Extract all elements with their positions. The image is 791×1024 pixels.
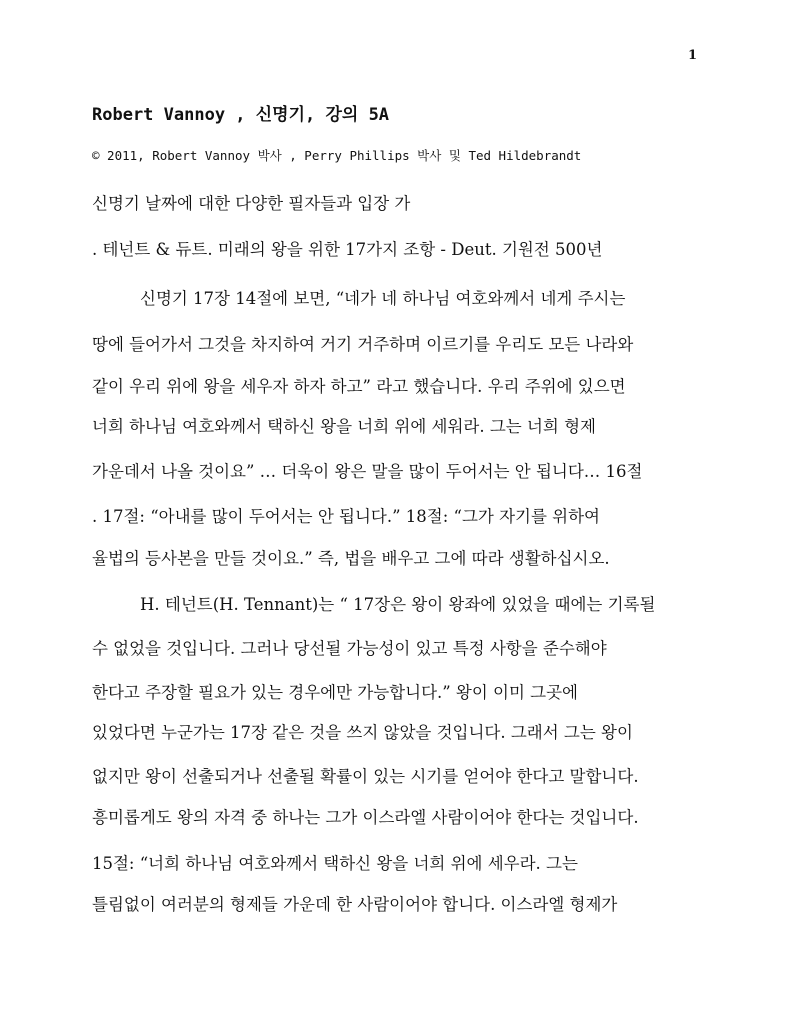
text-line: 한다고 주장할 필요가 있는 경우에만 가능합니다.” 왕이 이미 그곳에 — [92, 683, 578, 702]
document-title: Robert Vannoy , 신명기, 강의 5A — [92, 105, 390, 125]
text-line: 15절: “너희 하나님 여호와께서 택하신 왕을 너희 위에 세우라. 그는 — [92, 854, 578, 873]
text-line: 없지만 왕이 선출되거나 선출될 확률이 있는 시기를 얻어야 한다고 말합니다. — [92, 767, 639, 786]
text-line: 율법의 등사본을 만들 것이요.” 즉, 법을 배우고 그에 따라 생활하십시오. — [92, 549, 610, 568]
text-line: 땅에 들어가서 그것을 차지하여 거기 거주하며 이르기를 우리도 모든 나라와 — [92, 335, 634, 354]
page-number: 1 — [688, 48, 698, 63]
text-line: 흥미롭게도 왕의 자격 중 하나는 그가 이스라엘 사람이어야 한다는 것입니다. — [92, 808, 639, 827]
text-line: 틀림없이 여러분의 형제들 가운데 한 사람이어야 합니다. 이스라엘 형제가 — [92, 895, 618, 914]
text-line: 있었다면 누군가는 17장 같은 것을 쓰지 않았을 것입니다. 그래서 그는 왕이 — [92, 723, 633, 742]
text-line: . 테넌트 & 듀트. 미래의 왕을 위한 17가지 조항 - Deut. 기원전 500년 — [92, 240, 603, 259]
text-line: 신명기 17장 14절에 보면, “네가 네 하나님 여호와께서 네게 주시는 — [140, 289, 626, 308]
text-line: 가운데서 나올 것이요” … 더욱이 왕은 말을 많이 두어서는 안 됩니다… 16절 — [92, 462, 643, 481]
text-line: 같이 우리 위에 왕을 세우자 하자 하고” 라고 했습니다. 우리 주위에 있으면 — [92, 377, 626, 396]
text-line: 신명기 날짜에 대한 다양한 필자들과 입장 가 — [92, 194, 411, 213]
text-line: H. 테넌트(H. Tennant)는 “ 17장은 왕이 왕좌에 있었을 때에는 기록될 — [140, 595, 656, 614]
text-line: 수 없었을 것입니다. 그러나 당선될 가능성이 있고 특정 사항을 준수해야 — [92, 639, 607, 658]
text-line: . 17절: “아내를 많이 두어서는 안 됩니다.” 18절: “그가 자기를 위하여 — [92, 507, 600, 526]
text-line: 너희 하나님 여호와께서 택하신 왕을 너희 위에 세워라. 그는 너희 형제 — [92, 417, 596, 436]
copyright-line: © 2011, Robert Vannoy 박사 , Perry Phillips 박사 및 Ted Hildebrandt — [92, 148, 582, 163]
